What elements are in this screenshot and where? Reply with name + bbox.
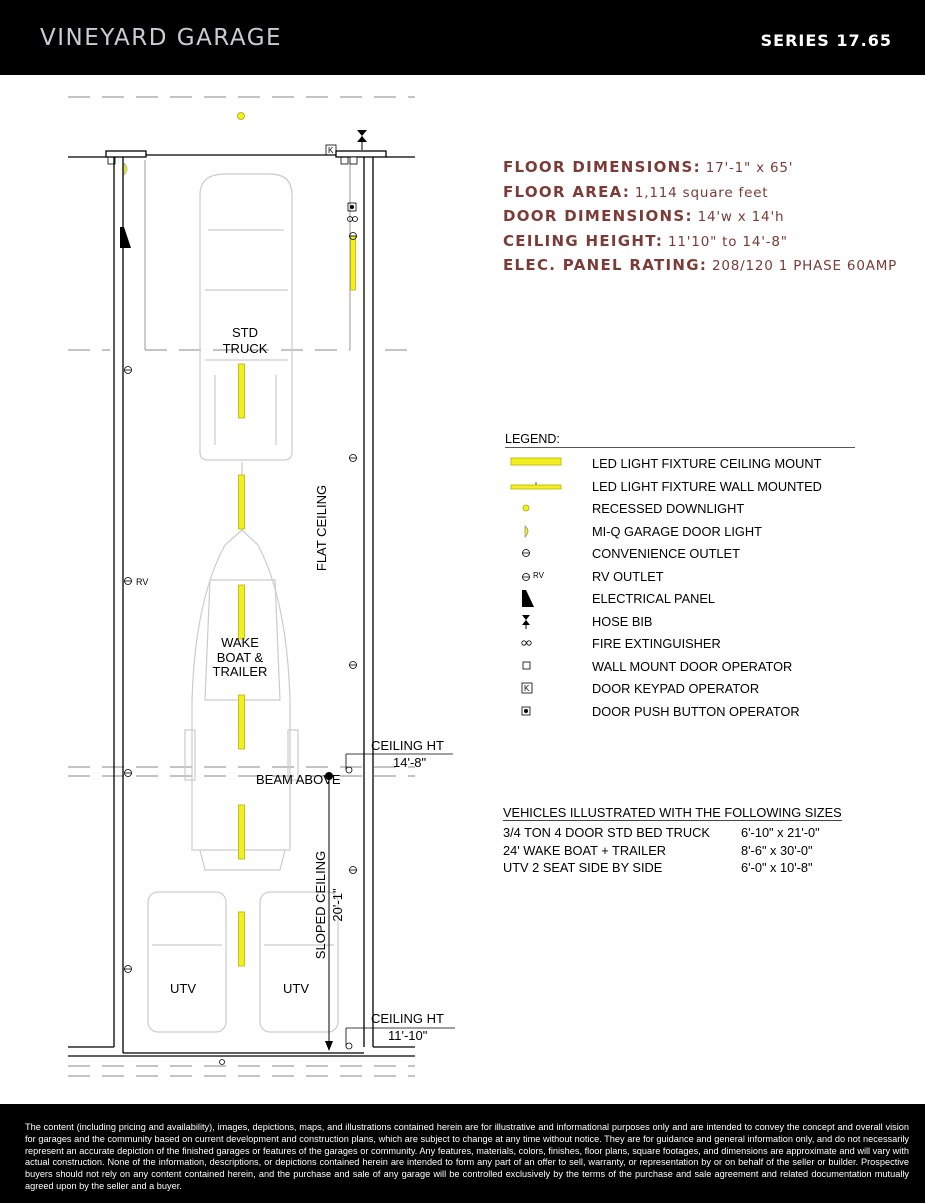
series-label: SERIES 17.65: [760, 31, 892, 50]
keypad-tag: K: [328, 146, 334, 155]
recessed-downlight-icon: [505, 499, 565, 517]
rv-outlet-icon: [505, 567, 565, 585]
spec-ceiling-height: CEILING HEIGHT: 11'10" to 14'-8": [503, 231, 788, 250]
garage-door-light-icon: [505, 522, 565, 540]
legend-item: DOOR PUSH BUTTON OPERATOR: [505, 702, 855, 725]
legend-title: LEGEND:: [505, 432, 855, 448]
truck-label-line1: STD: [232, 325, 258, 340]
led-ceiling-fixture-icon: [505, 454, 565, 472]
electrical-panel-icon: [120, 227, 131, 248]
wall-door-operator-icon: [505, 657, 565, 675]
svg-text:K: K: [524, 684, 530, 693]
ceiling-ht-top-label: CEILING HT: [371, 738, 444, 753]
vehicle-row: 3/4 TON 4 DOOR STD BED TRUCK 6'-10" x 21'-0": [503, 825, 820, 840]
spec-floor-dimensions: FLOOR DIMENSIONS: 17'-1" x 65': [503, 158, 794, 176]
vehicle-row: UTV 2 SEAT SIDE BY SIDE 6'-0" x 10'-8": [503, 860, 813, 875]
ceiling-ht-bottom-label: CEILING HT: [371, 1011, 444, 1026]
truck-outline: [200, 174, 292, 460]
flat-ceiling-label: FLAT CEILING: [314, 484, 329, 572]
disclaimer-text: The content (including pricing and availability), images, depictions, maps, and illustrations contained herein are for illustrative and informational purposes only and are intended to convey the concept and overall vision for garages and the community based on current development and construction plans, which are subject to change at any time without notice. They are for guidance and general information only, and do not necessarily represent an accurate depiction of the finished garages or features of the garages or community. Any features, materials, colors, finishes, floor plans, square footages, and dimensions are approximate and will vary with actual construction. None of the information, descriptions, or depictions contained herein are intended to form any part of an offer to sell, warranty, or representation by or on behalf of the seller or builder. Prospective buyers should not rely on any content contained herein, and the purchase and sale of any garage will be controlled exclusively by the terms of the purchase and sale agreement and related documentation mutually agreed upon by the seller and a buyer.: [25, 1122, 909, 1191]
legend: [505, 432, 855, 724]
sloped-ceiling-label: SLOPED CEILING: [313, 850, 328, 960]
recessed-downlight-icon: [238, 113, 245, 120]
legend-item: RECESSED DOWNLIGHT: [505, 499, 855, 522]
spec-list: [503, 158, 897, 281]
door-push-button-icon: [505, 702, 565, 720]
rv-outlet-tag: RV: [136, 577, 149, 587]
svg-text:RV: RV: [533, 570, 544, 580]
spec-elec-panel: ELEC. PANEL RATING: 208/120 1 PHASE 60AMP: [503, 256, 898, 274]
beam-above-label: BEAM ABOVE: [256, 772, 341, 787]
vehicle-sizes: [503, 805, 855, 878]
spec-floor-area: FLOOR AREA: 1,114 square feet: [503, 182, 769, 201]
boat-label-line2: BOAT &: [216, 650, 264, 665]
header-bar: [0, 0, 925, 75]
vehicle-row: 24' WAKE BOAT + TRAILER 8'-6" x 30'-0": [503, 842, 813, 858]
boat-label-line1: WAKE: [221, 635, 259, 650]
legend-item: K DOOR KEYPAD OPERATOR: [505, 679, 855, 702]
spec-door-dimensions: DOOR DIMENSIONS: 14'w x 14'h: [503, 207, 785, 225]
disclaimer-footer: [0, 1104, 925, 1203]
ceiling-ht-top-value: 14'-8": [393, 755, 427, 770]
legend-item: FIRE EXTINGUISHER: [505, 634, 855, 657]
legend-item: ELECTRICAL PANEL: [505, 589, 855, 612]
floor-plan: [0, 75, 500, 1104]
truck-label-line2: TRUCK: [222, 341, 268, 356]
legend-item: LED LIGHT FIXTURE WALL MOUNTED: [505, 477, 855, 500]
garage-door-light-icon: [124, 163, 127, 175]
fire-extinguisher-icon: [505, 634, 565, 652]
legend-item: MI-Q GARAGE DOOR LIGHT: [505, 522, 855, 545]
vehicle-sizes-title: VEHICLES ILLUSTRATED WITH THE FOLLOWING SIZES: [503, 805, 842, 820]
utv-right-label: UTV: [283, 981, 309, 996]
legend-item: LED LIGHT FIXTURE CEILING MOUNT: [505, 454, 855, 477]
hose-bib-icon: [505, 612, 565, 630]
boat-label-line3: TRAILER: [212, 664, 268, 679]
ceiling-ht-bottom-value: 11'-10": [388, 1028, 428, 1043]
slope-length-label: 20'-1": [330, 888, 345, 922]
legend-item: RV RV OUTLET: [505, 567, 855, 590]
legend-item: HOSE BIB: [505, 612, 855, 635]
legend-item: CONVENIENCE OUTLET: [505, 544, 855, 567]
door-keypad-icon: [505, 679, 565, 697]
electrical-panel-icon: [505, 589, 565, 607]
convenience-outlet-icon: [505, 544, 565, 562]
brand-title: VINEYARD GARAGE: [40, 25, 283, 51]
led-wall-fixture-icon: [505, 477, 565, 495]
legend-item: WALL MOUNT DOOR OPERATOR: [505, 657, 855, 680]
utv-left-label: UTV: [170, 981, 196, 996]
fire-extinguisher-icon: [348, 217, 358, 222]
